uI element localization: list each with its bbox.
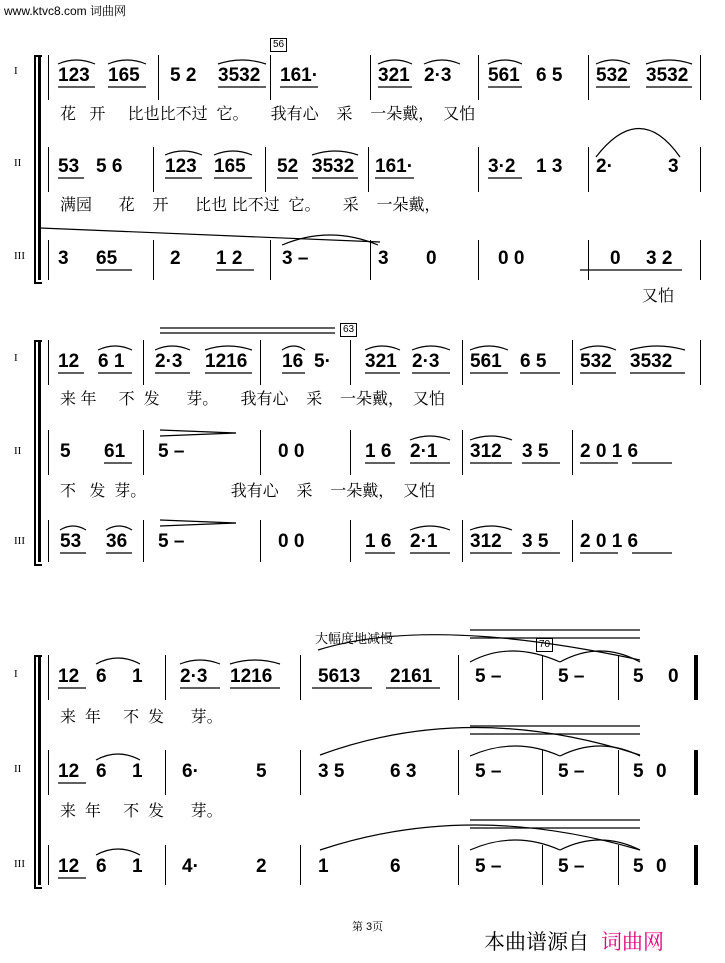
note-group: 1	[132, 761, 143, 782]
note-group: 3532	[218, 65, 261, 86]
note-group: 5 –	[558, 761, 585, 782]
note-group: 1	[132, 856, 143, 877]
note-group: 3·2	[488, 156, 516, 177]
part-label: III	[14, 858, 25, 870]
note-group: 3	[378, 248, 389, 269]
barline	[618, 655, 619, 700]
barline	[478, 147, 479, 192]
note-group: 4·	[182, 856, 199, 877]
note-group: 65	[96, 248, 118, 269]
note-group: 1 6	[365, 441, 392, 462]
barline	[260, 430, 261, 475]
note-group: 321	[365, 351, 397, 372]
barline	[48, 240, 49, 280]
note-group: 6 1	[98, 351, 125, 372]
barline	[462, 340, 463, 385]
note-group: 5·	[314, 351, 331, 372]
note-group: 12	[58, 666, 80, 687]
note-group: 5	[256, 761, 267, 782]
barline	[370, 240, 371, 280]
note-group: 2·3	[412, 351, 440, 372]
note-group: 123	[58, 65, 90, 86]
lyric-line: 来 年 不 发 芽。	[60, 709, 223, 726]
note-group: 61	[104, 441, 126, 462]
note-group: 3 5	[522, 441, 549, 462]
note-group: 0	[610, 248, 621, 269]
barline	[48, 430, 49, 475]
barline	[165, 750, 166, 795]
measure-number: 56	[270, 38, 287, 52]
barline	[542, 750, 543, 795]
note-group: 0	[668, 666, 679, 687]
note-group: 532	[596, 65, 628, 86]
note-group: 2	[170, 248, 181, 269]
note-group: 5613	[318, 666, 361, 687]
footer-source-text: 本曲谱源自	[484, 931, 589, 954]
barline	[270, 55, 271, 100]
barline	[694, 655, 698, 700]
barline	[48, 147, 49, 192]
note-group: 12	[58, 761, 80, 782]
barline	[458, 845, 459, 885]
barline	[368, 147, 369, 192]
barline	[48, 845, 49, 885]
note-group: 5 –	[558, 856, 585, 877]
note-group: 0 0	[278, 441, 305, 462]
part-label: I	[14, 65, 18, 77]
note-group: 0	[656, 856, 667, 877]
note-group: 6	[96, 856, 107, 877]
note-group: 0	[656, 761, 667, 782]
barline	[48, 55, 49, 100]
barline	[165, 845, 166, 885]
note-group: 532	[580, 351, 612, 372]
note-group: 0 0	[278, 531, 305, 552]
note-group: 5	[633, 856, 644, 877]
lyric-line: 满园 花 开 比也 比不过 它。 采 一朵戴，	[60, 197, 441, 214]
note-group: 12	[58, 351, 80, 372]
barline	[48, 750, 49, 795]
note-group: 1216	[205, 351, 248, 372]
barline	[700, 240, 701, 280]
note-group: 123	[165, 156, 197, 177]
site-watermark: www.ktvc8.com 词曲网	[4, 4, 127, 18]
barline	[48, 655, 49, 700]
note-group: 3532	[312, 156, 355, 177]
note-group: 3	[58, 248, 69, 269]
barline	[588, 240, 589, 280]
barline	[588, 147, 589, 192]
barline	[458, 655, 459, 700]
tempo-marking: 大幅度地减慢	[315, 631, 394, 646]
note-group: 3 –	[282, 248, 309, 269]
note-group: 1216	[230, 666, 273, 687]
note-group: 312	[470, 441, 502, 462]
note-group: 312	[470, 531, 502, 552]
note-group: 161·	[375, 156, 414, 177]
barline	[300, 750, 301, 795]
note-group: 2·1	[410, 441, 438, 462]
note-group: 1	[132, 666, 143, 687]
note-group: 0 0	[498, 248, 525, 269]
barline	[270, 240, 271, 280]
barline	[143, 340, 144, 385]
note-group: 2·3	[180, 666, 208, 687]
note-group: 12	[58, 856, 80, 877]
lyric-line: 不 发 芽。 我有心 采 一朵戴， 又怕	[60, 483, 436, 500]
note-group: 5 –	[475, 666, 502, 687]
barline	[700, 55, 701, 100]
lyric-line: 来 年 不 发 芽。	[60, 803, 223, 820]
barline	[618, 845, 619, 885]
part-label: II	[14, 445, 22, 457]
page-number: 第 3页	[352, 921, 384, 933]
note-group: 561	[488, 65, 520, 86]
note-group: 5 2	[170, 65, 197, 86]
note-group: 2·3	[155, 351, 183, 372]
note-group: 3532	[630, 351, 673, 372]
barline	[350, 520, 351, 562]
note-group: 165	[108, 65, 140, 86]
note-group: 2·3	[424, 65, 452, 86]
barline	[572, 520, 573, 562]
note-group: 1 3	[536, 156, 563, 177]
measure-number: 63	[340, 323, 357, 337]
barline	[153, 147, 154, 192]
barline	[542, 655, 543, 700]
note-group: 3 2	[646, 248, 673, 269]
barline	[165, 655, 166, 700]
barline	[700, 340, 701, 385]
note-group: 6 3	[390, 761, 417, 782]
note-group: 3532	[646, 65, 689, 86]
note-group: 6 5	[520, 351, 547, 372]
barline	[260, 520, 261, 562]
barline	[350, 430, 351, 475]
note-group: 5	[60, 441, 71, 462]
note-group: 0	[426, 248, 437, 269]
part-label: I	[14, 668, 18, 680]
note-group: 561	[470, 351, 502, 372]
barline	[694, 845, 698, 885]
note-group: 5 –	[475, 856, 502, 877]
barline	[143, 430, 144, 475]
note-group: 2161	[390, 666, 433, 687]
note-group: 5 –	[558, 666, 585, 687]
barline	[462, 430, 463, 475]
note-group: 2 0 1 6	[580, 441, 639, 462]
barline	[260, 340, 261, 385]
note-group: 6 5	[536, 65, 563, 86]
note-group: 2·1	[410, 531, 438, 552]
lyric-line: 来 年 不 发 芽。 我有心 采 一朵戴， 又怕	[60, 391, 445, 408]
source-footer	[484, 926, 664, 956]
note-group: 53	[58, 156, 80, 177]
note-group: 1	[318, 856, 329, 877]
note-group: 5 –	[475, 761, 502, 782]
system-brace-2	[34, 340, 42, 566]
barline	[478, 55, 479, 100]
note-group: 2 0 1 6	[580, 531, 639, 552]
note-group: 6	[96, 666, 107, 687]
barline	[143, 520, 144, 562]
note-group: 1 2	[216, 248, 243, 269]
note-group: 3	[668, 156, 679, 177]
system-brace-3	[34, 655, 42, 889]
note-group: 5	[633, 761, 644, 782]
barline	[300, 655, 301, 700]
lyric-line: 花 开 比也比不过 它。 我有心 采 一朵戴， 又怕	[60, 106, 476, 123]
measure-number: 70	[536, 638, 553, 652]
note-group: 321	[378, 65, 410, 86]
note-group: 3 5	[522, 531, 549, 552]
note-group: 6	[390, 856, 401, 877]
part-label: III	[14, 250, 25, 262]
barline	[462, 520, 463, 562]
note-group: 6	[96, 761, 107, 782]
note-group: 1 6	[365, 531, 392, 552]
part-label: II	[14, 157, 22, 169]
note-group: 16	[282, 351, 304, 372]
barline	[542, 845, 543, 885]
barline	[572, 430, 573, 475]
lyric-line: 又怕	[642, 288, 675, 305]
note-group: 53	[60, 531, 82, 552]
note-group: 5 –	[158, 531, 185, 552]
note-group: 5 –	[158, 441, 185, 462]
barline	[370, 55, 371, 100]
note-group: 52	[277, 156, 299, 177]
note-group: 36	[106, 531, 128, 552]
barline	[158, 55, 159, 100]
part-label: II	[14, 763, 22, 775]
system-brace-1	[34, 55, 42, 284]
note-group: 5 6	[96, 156, 123, 177]
barline	[350, 340, 351, 385]
barline	[588, 55, 589, 100]
footer-site-name[interactable]: 词曲网	[601, 931, 664, 954]
barline	[700, 147, 701, 192]
note-group: 6·	[182, 761, 199, 782]
barline	[458, 750, 459, 795]
barline	[48, 520, 49, 562]
barline	[572, 340, 573, 385]
part-label: I	[14, 352, 18, 364]
note-group: 2	[256, 856, 267, 877]
barline	[300, 845, 301, 885]
barline	[478, 240, 479, 280]
barline	[618, 750, 619, 795]
barline	[153, 240, 154, 280]
part-label: III	[14, 535, 25, 547]
barline	[265, 147, 266, 192]
note-group: 3 5	[318, 761, 345, 782]
note-group: 161·	[280, 65, 319, 86]
note-group: 2·	[596, 156, 613, 177]
barline	[48, 340, 49, 385]
note-group: 5	[633, 666, 644, 687]
barline	[694, 750, 698, 795]
note-group: 165	[214, 156, 246, 177]
